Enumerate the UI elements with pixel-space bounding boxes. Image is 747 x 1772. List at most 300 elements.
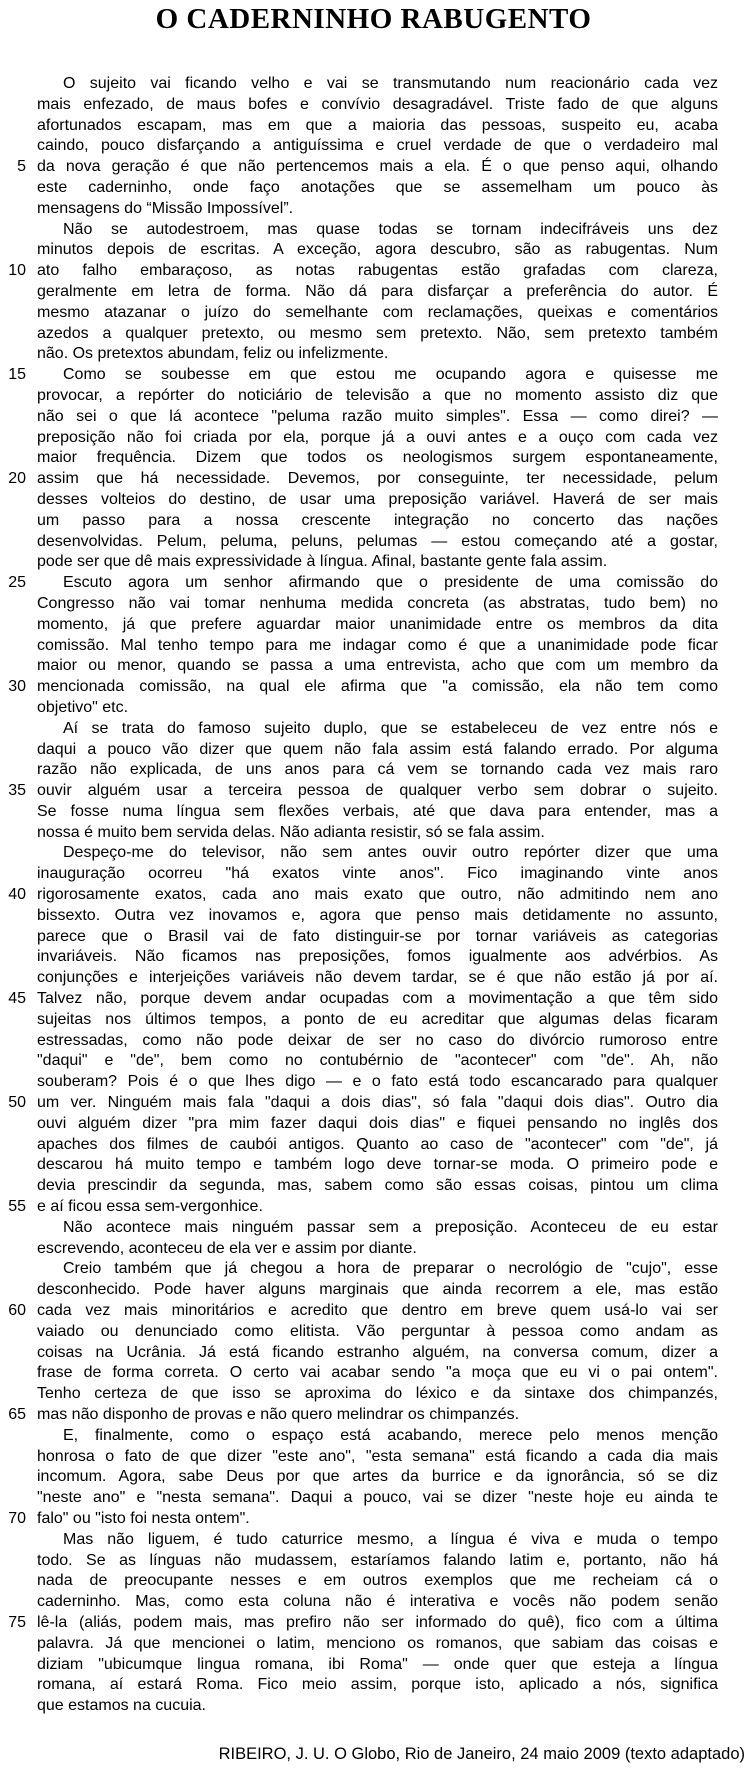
gutter-gap: [26, 240, 37, 261]
line-text: rigorosamente exatos, cada ano mais exato que outro, não admitindo nem ano: [37, 886, 718, 904]
text-line: [0, 490, 718, 511]
gutter-gap: [26, 1363, 37, 1384]
line-number: [0, 1010, 26, 1031]
gutter-gap: [26, 1488, 37, 1509]
line-number: [0, 1571, 26, 1592]
line-text: devia prescindir da segunda, mas, sabem como são essas coisas, pintou um clima: [37, 1177, 718, 1195]
text-line: [0, 615, 718, 636]
text-line: [0, 760, 718, 781]
line-text: afortunados escapam, mas em que a maioria das pessoas, suspeito eu, acaba: [37, 116, 718, 134]
gutter-gap: [26, 1343, 37, 1364]
gutter-gap: [26, 656, 37, 677]
line-number: [0, 968, 26, 989]
gutter-gap: [26, 781, 37, 802]
line-text: sujeitas nos últimos tempos, a ponto de eu acreditar que algumas delas ficaram: [37, 1010, 718, 1028]
gutter-gap: [26, 1696, 37, 1717]
text-line: [0, 1634, 718, 1655]
line-text: mais enfezado, de maus bofes e convívio desagradável. Triste fado de que alguns: [37, 95, 718, 113]
line-number: 30: [8, 678, 26, 696]
line-number: [0, 1176, 26, 1197]
line-text: vaiado ou denunciado como elitista. Vão perguntar à pessoa como andam as: [37, 1322, 718, 1340]
gutter-gap: [26, 1280, 37, 1301]
line-text: Tenho certeza de que isso se aproxima do léxico e da sintaxe dos chimpanzés,: [37, 1385, 718, 1403]
line-text: Escuto agora um senhor afirmando que o presidente de uma comissão do: [63, 574, 718, 592]
line-number: [0, 636, 26, 657]
gutter-gap: [26, 1405, 37, 1426]
text-line: [0, 1218, 718, 1239]
gutter-gap: [26, 1384, 37, 1405]
gutter-gap: [26, 199, 37, 220]
gutter-gap: [26, 511, 37, 532]
line-text: Creio também que já chegou a hora de preparar o necrológio de "cujo", esse: [63, 1260, 718, 1278]
line-text: nada de preocupante nesses e em outros exemplos que me recheiam cá o: [37, 1572, 718, 1590]
line-number: 70: [8, 1509, 26, 1527]
line-number: [0, 1322, 26, 1343]
line-number: [0, 615, 26, 636]
gutter-gap: [26, 469, 37, 490]
line-text: caderninho. Mas, como esta coluna não é interativa e vocês não podem senão: [37, 1593, 718, 1611]
text-line: [0, 1093, 718, 1114]
text-line: [0, 1696, 718, 1717]
gutter-gap: [26, 594, 37, 615]
text-line: [0, 573, 718, 594]
line-number: [0, 740, 26, 761]
line-text: diziam "ubicumque lingua romana, ibi Roma" — onde quer que esteja a língua: [37, 1655, 718, 1673]
gutter-gap: [26, 386, 37, 407]
text-line: [0, 864, 718, 885]
line-number: [0, 1675, 26, 1696]
line-number: [0, 1114, 26, 1135]
line-number: [0, 1426, 26, 1447]
line-number: 65: [8, 1406, 26, 1423]
line-number: [0, 407, 26, 428]
text-line: [0, 947, 718, 968]
gutter-gap: [26, 719, 37, 740]
gutter-gap: [26, 490, 37, 511]
gutter-gap: [26, 1051, 37, 1072]
gutter-gap: [26, 324, 37, 345]
text-line: [0, 386, 718, 407]
line-text: caindo, pouco disfarçando a antiguíssima e cruel verdade de que o verdadeiro mal: [37, 137, 718, 155]
gutter-gap: [26, 1176, 37, 1197]
gutter-gap: [26, 1218, 37, 1239]
gutter-gap: [26, 885, 37, 906]
line-text: mencionada comissão, na qual ele afirma que "a comissão, ela não tem como: [37, 678, 718, 696]
line-text: comissão. Mal tenho tempo para me indagar como é que a unanimidade pode ficar: [37, 636, 718, 654]
text-line: [0, 1114, 718, 1135]
gutter-gap: [26, 1571, 37, 1592]
line-text: Se fosse numa língua sem flexões verbais, até que dava para entender, mas a: [37, 802, 718, 820]
text-line: [0, 989, 718, 1010]
line-number: [0, 1155, 26, 1176]
gutter-gap: [26, 1072, 37, 1093]
line-text: parece que o Brasil vai de fato distinguir-se por tornar variáveis as categorias: [37, 927, 718, 945]
line-number: [0, 1031, 26, 1052]
line-text: cada vez mais minoritários e acredito que dentro em breve quem usá-lo vai ser: [37, 1302, 718, 1320]
text-line: [0, 1488, 718, 1509]
line-number: 25: [8, 574, 26, 592]
line-text: desconhecido. Pode haver alguns marginais que ainda recorrem a ele, mas estão: [37, 1281, 718, 1299]
line-number: 10: [8, 262, 26, 280]
line-text: que estamos na cucuia.: [37, 1697, 206, 1715]
text-line: [0, 1592, 718, 1613]
text-line: [0, 885, 718, 906]
gutter-gap: [26, 1675, 37, 1696]
line-number: [0, 324, 26, 345]
gutter-gap: [26, 428, 37, 449]
line-text: coisas na Ucrânia. Já está ficando estranho alguém, na conversa comum, dizer a: [37, 1343, 718, 1361]
gutter-gap: [26, 823, 37, 844]
gutter-gap: [26, 802, 37, 823]
text-line: [0, 1551, 718, 1572]
citation: RIBEIRO, J. U. O Globo, Rio de Janeiro, 24 maio 2009 (texto adaptado): [218, 1744, 745, 1763]
text-line: [0, 1509, 718, 1530]
line-text: mas não disponho de provas e não quero melindrar os chimpanzés.: [37, 1406, 520, 1423]
line-text: "neste ano" e "nesta semana". Daqui a pouco, vai se dizer "neste hoje eu ainda te: [37, 1489, 718, 1507]
line-number: [0, 428, 26, 449]
line-text: apaches dos filmes de caubói antigos. Quanto ao caso de "acontecer" com "de", já: [37, 1135, 718, 1153]
text-line: [0, 1135, 718, 1156]
line-number: 45: [8, 990, 26, 1008]
line-text: mesmo atazanar o juízo do semelhante com reclamações, queixas e comentários: [37, 303, 718, 321]
text-line: [0, 1155, 718, 1176]
line-text: palavra. Já que mencionei o latim, menciono os romanos, que sabiam das coisas e: [37, 1634, 718, 1652]
text-line: [0, 594, 718, 615]
line-text: e aí ficou essa sem-vergonhice.: [37, 1198, 263, 1216]
line-number: [0, 1447, 26, 1468]
line-number: [0, 802, 26, 823]
gutter-gap: [26, 843, 37, 864]
gutter-gap: [26, 1239, 37, 1260]
line-number: [0, 843, 26, 864]
line-number: [0, 1551, 26, 1572]
gutter-gap: [26, 1155, 37, 1176]
line-number: [0, 1218, 26, 1239]
line-text: desenvolvidas. Pelum, peluma, peluns, pelumas — estou começando até a gostar,: [37, 532, 718, 550]
line-number: 20: [8, 470, 26, 488]
line-text: "daqui" e "de", bem como no contubérnio de "acontecer" com "de". Ah, não: [37, 1052, 718, 1070]
line-number: [0, 594, 26, 615]
gutter-gap: [26, 864, 37, 885]
line-number: [0, 136, 26, 157]
text-line: [0, 677, 718, 698]
text-line: [0, 1613, 718, 1634]
text-line: [0, 1675, 718, 1696]
text-line: [0, 511, 718, 532]
text-line: [0, 199, 718, 220]
line-text: azedos a qualquer pretexto, ou mesmo sem pretexto. Não, sem pretexto também: [37, 324, 718, 342]
line-number: [0, 95, 26, 116]
gutter-gap: [26, 698, 37, 719]
text-line: [0, 740, 718, 761]
text-line: [0, 1384, 718, 1405]
gutter-gap: [26, 947, 37, 968]
gutter-gap: [26, 74, 37, 95]
line-text: maior frequência. Dizem que todos os neologismos surgem espontaneamente,: [37, 449, 718, 467]
gutter-gap: [26, 1259, 37, 1280]
text-line: [0, 74, 718, 95]
text-line: [0, 656, 718, 677]
line-text: descarou há muito tempo e também logo deve tornar-se moda. O primeiro pode e: [37, 1156, 718, 1174]
text-line: [0, 1343, 718, 1364]
text-line: [0, 282, 718, 303]
text-line: [0, 1447, 718, 1468]
line-text: da nova geração é que não pertencemos mais a ela. É o que penso aqui, olhando: [37, 158, 718, 176]
gutter-gap: [26, 1634, 37, 1655]
gutter-gap: [26, 1031, 37, 1052]
line-number: [0, 74, 26, 95]
line-text: ouvi alguém dizer "pra mim fazer daqui dois dias" e fiquei pensando no inglês dos: [37, 1114, 718, 1132]
text-line: [0, 843, 718, 864]
text-line: [0, 1571, 718, 1592]
text-line: [0, 719, 718, 740]
gutter-gap: [26, 178, 37, 199]
gutter-gap: [26, 116, 37, 137]
text-line: [0, 698, 718, 719]
line-number: [0, 199, 26, 220]
line-number: [0, 1488, 26, 1509]
line-number: 35: [8, 782, 26, 800]
line-number: [0, 1384, 26, 1405]
line-text: Como se soubesse em que estou me ocupando agora e quisesse me: [63, 366, 718, 384]
line-text: conjunções e interjeições variáveis não devem tardar, se é que não estão já por aí.: [37, 969, 718, 987]
gutter-gap: [26, 1093, 37, 1114]
line-number: [0, 490, 26, 511]
line-text: Aí se trata do famoso sujeito duplo, que se estabeleceu de vez entre nós e: [63, 719, 718, 737]
gutter-gap: [26, 1135, 37, 1156]
line-text: provocar, a repórter do noticiário de televisão a que no momento assisto diz que: [37, 386, 718, 404]
gutter-gap: [26, 1010, 37, 1031]
text-line: [0, 303, 718, 324]
gutter-gap: [26, 573, 37, 594]
line-number: [0, 1280, 26, 1301]
line-number: 75: [8, 1613, 26, 1631]
line-text: ouvir alguém usar a terceira pessoa de qualquer verbo sem dobrar o sujeito.: [37, 782, 718, 800]
text-line: [0, 1530, 718, 1551]
line-number: [0, 344, 26, 365]
gutter-gap: [26, 636, 37, 657]
line-text: falo" ou "isto foi nesta ontem".: [37, 1509, 250, 1527]
line-text: frase de forma correta. O certo vai acabar sendo "a moça que eu vi o pai ontem".: [37, 1364, 718, 1382]
gutter-gap: [26, 927, 37, 948]
line-number: 40: [8, 886, 26, 904]
text-line: [0, 344, 718, 365]
line-number: [0, 448, 26, 469]
gutter-gap: [26, 1655, 37, 1676]
text-line: [0, 927, 718, 948]
gutter-gap: [26, 615, 37, 636]
line-number: 60: [8, 1302, 26, 1320]
text-line: [0, 1322, 718, 1343]
line-text: momento, já que prefere aguardar maior unanimidade entre os membros da dita: [37, 615, 718, 633]
line-number: [0, 656, 26, 677]
line-number: [0, 927, 26, 948]
gutter-gap: [26, 365, 37, 386]
text-line: [0, 324, 718, 345]
line-number: 5: [17, 158, 26, 176]
gutter-gap: [26, 552, 37, 573]
line-number: [0, 282, 26, 303]
page-title: O CADERNINHO RABUGENTO: [155, 3, 592, 35]
gutter-gap: [26, 906, 37, 927]
line-text: preposição não foi criada por ela, porque já a ouvi antes e a ouço com cada vez: [37, 428, 718, 446]
line-text: mensagens do “Missão Impossível”.: [37, 199, 294, 217]
gutter-gap: [26, 532, 37, 553]
line-number: [0, 1343, 26, 1364]
text-line: [0, 116, 718, 137]
line-text: invariáveis. Não ficamos nas preposições, fomos igualmente aos advérbios. As: [37, 948, 718, 966]
gutter-gap: [26, 157, 37, 178]
text-line: [0, 1010, 718, 1031]
line-text: Despeço-me do televisor, não sem antes ouvir outro repórter dizer que uma: [63, 844, 718, 862]
line-number: [0, 220, 26, 241]
line-number: [0, 906, 26, 927]
text-line: [0, 220, 718, 241]
text-line: [0, 95, 718, 116]
gutter-gap: [26, 1613, 37, 1634]
line-number: [0, 116, 26, 137]
gutter-gap: [26, 1114, 37, 1135]
line-text: souberam? Pois é o que lhes digo — e o fato está todo escancarado para qualquer: [37, 1073, 718, 1091]
line-text: assim que há necessidade. Devemos, por conseguinte, ter necessidade, pelum: [37, 470, 718, 488]
text-line: [0, 1426, 718, 1447]
line-text: Não acontece mais ninguém passar sem a preposição. Aconteceu de eu estar: [63, 1218, 718, 1236]
gutter-gap: [26, 1551, 37, 1572]
text-line: [0, 448, 718, 469]
line-text: geralmente em letra de forma. Não dá para disfarçar a preferência do autor. É: [37, 282, 718, 300]
line-number: [0, 1634, 26, 1655]
text-line: [0, 157, 718, 178]
line-number: [0, 1696, 26, 1717]
text-line: [0, 1655, 718, 1676]
line-text: objetivo" etc.: [37, 698, 129, 716]
text-line: [0, 1301, 718, 1322]
line-text: incomum. Agora, sabe Deus por que artes da burrice e da ignorância, só se diz: [37, 1468, 718, 1486]
text-line: [0, 906, 718, 927]
gutter-gap: [26, 1322, 37, 1343]
line-text: honrosa o fato de que dizer "este ano", "esta semana" está ficando a cada dia mais: [37, 1447, 718, 1465]
line-number: [0, 386, 26, 407]
gutter-gap: [26, 344, 37, 365]
line-text: Talvez não, porque devem andar ocupadas com a movimentação a que têm sido: [37, 990, 718, 1008]
line-text: nossa é muito bem servida delas. Não adianta resistir, só se fala assim.: [37, 823, 545, 841]
line-number: [0, 303, 26, 324]
line-number: 50: [8, 1094, 26, 1112]
line-text: minutos depois de escritas. A exceção, agora descubro, são as rabugentas. Num: [37, 241, 718, 259]
gutter-gap: [26, 968, 37, 989]
line-text: bissexto. Outra vez inovamos e, agora que penso mais detidamente no assunto,: [37, 906, 718, 924]
line-text: ato falho embaraçoso, as notas rabugentas estão grafadas com clareza,: [37, 262, 718, 280]
text-line: [0, 1176, 718, 1197]
line-text: Congresso não vai tomar nenhuma medida concreta (as abstratas, tudo bem) no: [37, 594, 718, 612]
line-text: daqui a pouco vão dizer que quem não fala assim está falando errado. Por alguma: [37, 740, 718, 758]
line-text: Não se autodestroem, mas quase todas se tornam indecifráveis uns dez: [63, 220, 718, 238]
line-text: pode ser que dê mais expressividade à língua. Afinal, bastante gente fala assim.: [37, 553, 608, 571]
line-number: [0, 1530, 26, 1551]
gutter-gap: [26, 448, 37, 469]
text-line: [0, 365, 718, 386]
line-number: [0, 511, 26, 532]
line-number: [0, 947, 26, 968]
gutter-gap: [26, 303, 37, 324]
text-line: [0, 1072, 718, 1093]
gutter-gap: [26, 740, 37, 761]
line-number: [0, 1467, 26, 1488]
text-line: [0, 1239, 718, 1260]
text-line: [0, 781, 718, 802]
text-line: [0, 968, 718, 989]
line-number: [0, 1259, 26, 1280]
gutter-gap: [26, 136, 37, 157]
gutter-gap: [26, 407, 37, 428]
line-number: 55: [8, 1198, 26, 1216]
line-text: um passo para a nossa crescente integração no concerto das nações: [37, 511, 718, 529]
line-text: O sujeito vai ficando velho e vai se transmutando num reacionário cada vez: [63, 75, 718, 92]
line-text: razão não explicada, de uns anos para cá vem se tornando cada vez mais raro: [37, 761, 718, 779]
gutter-gap: [26, 220, 37, 241]
gutter-gap: [26, 1426, 37, 1447]
text-line: [0, 802, 718, 823]
text-line: [0, 1051, 718, 1072]
gutter-gap: [26, 1301, 37, 1322]
gutter-gap: [26, 1592, 37, 1613]
line-text: Mas não liguem, é tudo caturrice mesmo, a língua é viva e muda o tempo: [63, 1530, 718, 1548]
line-text: um ver. Ninguém mais fala "daqui a dois dias", só fala "daqui dois dias". Outro dia: [37, 1094, 718, 1112]
text-line: [0, 136, 718, 157]
gutter-gap: [26, 989, 37, 1010]
text-line: [0, 240, 718, 261]
gutter-gap: [26, 1530, 37, 1551]
text-line: [0, 407, 718, 428]
line-number: [0, 1592, 26, 1613]
gutter-gap: [26, 677, 37, 698]
line-number: [0, 698, 26, 719]
line-number: [0, 178, 26, 199]
line-number: [0, 532, 26, 553]
text-line: [0, 1280, 718, 1301]
text-line: [0, 552, 718, 573]
text-line: [0, 261, 718, 282]
line-number: [0, 1072, 26, 1093]
line-number: [0, 1051, 26, 1072]
line-text: todo. Se as línguas não mudassem, estaríamos falando latim e, portanto, não há: [37, 1551, 718, 1569]
line-number: [0, 1135, 26, 1156]
text-line: [0, 1363, 718, 1384]
line-number: [0, 1655, 26, 1676]
line-text: estressadas, como não pode deixar de ser no caso do divórcio rumoroso entre: [37, 1031, 718, 1049]
text-line: [0, 532, 718, 553]
text-line: [0, 1031, 718, 1052]
line-number: [0, 864, 26, 885]
text-line: [0, 469, 718, 490]
gutter-gap: [26, 95, 37, 116]
gutter-gap: [26, 1467, 37, 1488]
text-line: [0, 178, 718, 199]
gutter-gap: [26, 1447, 37, 1468]
text-line: [0, 823, 718, 844]
line-number: [0, 240, 26, 261]
text-line: [0, 1259, 718, 1280]
line-text: não. Os pretextos abundam, feliz ou infelizmente.: [37, 345, 389, 363]
line-number: [0, 823, 26, 844]
line-number: [0, 719, 26, 740]
line-number: [0, 760, 26, 781]
gutter-gap: [26, 282, 37, 303]
line-number: [0, 552, 26, 573]
line-number: [0, 1239, 26, 1260]
line-text: inauguração ocorreu "há exatos vinte anos". Fico imaginando vinte anos: [37, 865, 718, 883]
gutter-gap: [26, 261, 37, 282]
